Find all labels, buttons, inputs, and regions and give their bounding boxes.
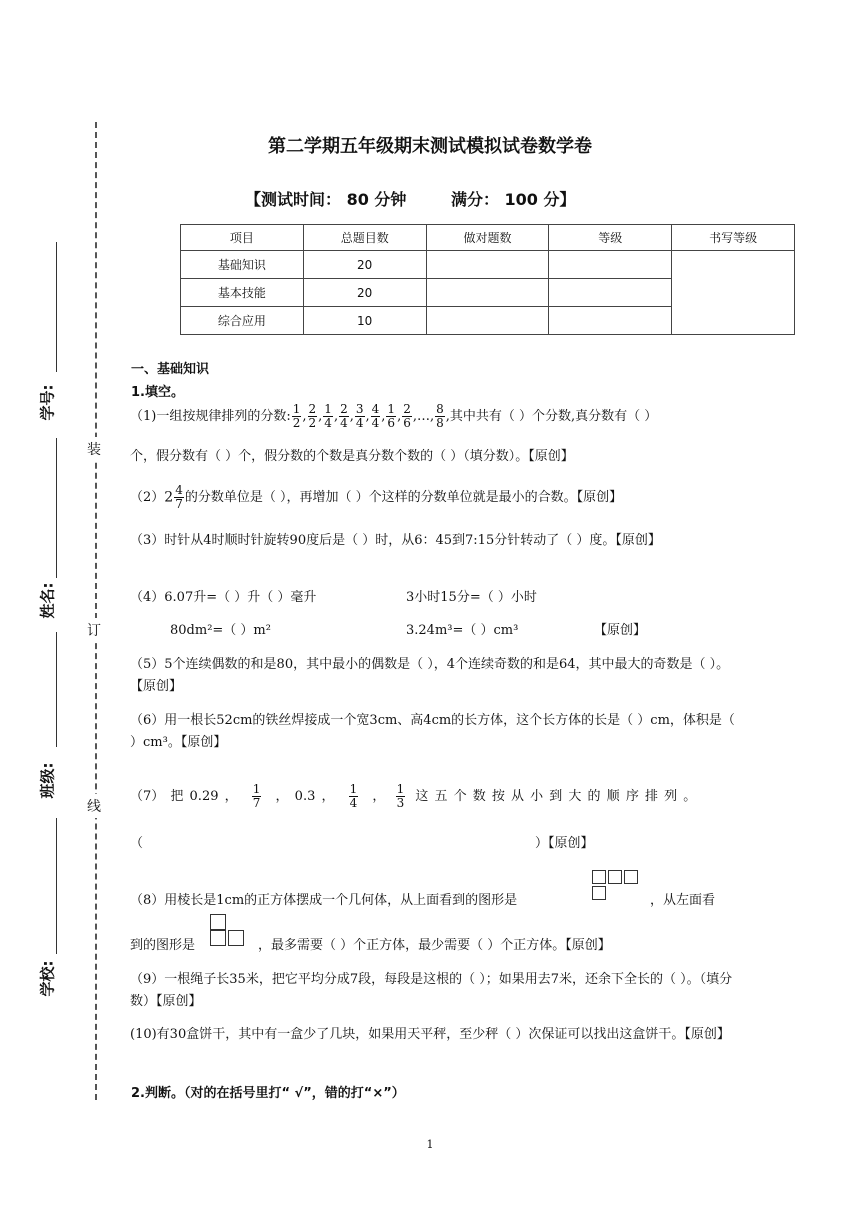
q7-text: ， 0.3 ， xyxy=(275,789,335,804)
page-title: 第二学期五年级期末测试模拟试卷数学卷 xyxy=(268,136,592,157)
question-10: (10)有30盒饼干，其中有一盒少了几块，如果用天平秤，至少秤（ ）次保证可以找出这盒饼干。【原创】 xyxy=(130,1027,730,1042)
fraction xyxy=(339,403,349,430)
fraction xyxy=(402,403,412,430)
question-5: （5）5个连续偶数的和是80，其中最小的偶数是（ ），4个连续奇数的和是64，其中最大的奇数是（ ）。【原创】 xyxy=(130,657,730,694)
cube-square xyxy=(228,930,244,946)
table-header-row xyxy=(181,225,795,251)
table-header: 等级 xyxy=(549,225,672,251)
denominator: 4 xyxy=(371,416,380,430)
numerator: 1 xyxy=(349,782,358,796)
binding-char: 订 xyxy=(87,618,101,642)
q2-text: 的分数单位是（ ），再增加（ ）个这样的分数单位就是最小的合数。【原创】 xyxy=(184,490,623,505)
numerator: 2 xyxy=(340,402,348,416)
question-8-text: 到的图形是 xyxy=(130,938,196,953)
empty-cell xyxy=(549,279,672,307)
question-7-close: ）【原创】 xyxy=(535,836,594,851)
question-group-heading: 1.填空。 xyxy=(131,385,184,400)
denominator: 4 xyxy=(324,416,332,430)
numerator: 3 xyxy=(355,402,364,416)
numerator: 1 xyxy=(292,402,301,416)
q7-text: ， xyxy=(372,789,386,804)
empty-cell xyxy=(549,307,672,335)
question-9: （9）一根绳子长35米，把它平均分成7段，每段是这根的（ ）；如果用去7米，还余下全长的（ ）。（填分数）【原创】 xyxy=(130,972,733,1009)
question-8-line-1: （8）用棱长是1cm的正方体摆成一个几何体，从上面看到的图形是 xyxy=(130,893,518,908)
row-name: 基本技能 xyxy=(181,279,304,307)
question-4-part-a: （4）6.07升=（ ）升（ ）毫升 xyxy=(130,590,317,605)
numerator: 4 xyxy=(371,402,380,416)
empty-cell xyxy=(672,251,795,335)
denominator: 8 xyxy=(436,416,444,430)
binding-char: 线 xyxy=(87,794,101,818)
numerator: 4 xyxy=(175,483,183,497)
table-header: 总题目数 xyxy=(303,225,426,251)
table-row xyxy=(181,251,795,279)
question-4-part-c: 80dm²=（ ）m² xyxy=(170,623,271,638)
question-2 xyxy=(130,484,735,511)
class-label: 班级: xyxy=(38,762,57,799)
school-label: 学校: xyxy=(38,960,57,997)
cube-square xyxy=(592,870,606,884)
row-count: 20 xyxy=(303,251,426,279)
numerator: 2 xyxy=(308,402,317,416)
fraction xyxy=(252,783,262,810)
question-7-line-1 xyxy=(130,783,735,810)
exam-info: 【测试时间： 80 分钟 满分： 100 分】 xyxy=(245,190,576,209)
denominator: 7 xyxy=(252,796,261,810)
whole-number: 2 xyxy=(164,489,174,506)
cube-square xyxy=(608,870,622,884)
cube-square xyxy=(624,870,638,884)
numerator: 1 xyxy=(387,402,396,416)
table-header: 做对题数 xyxy=(426,225,549,251)
page-number: 1 xyxy=(426,1138,434,1151)
empty-cell xyxy=(549,251,672,279)
fraction xyxy=(349,783,359,810)
question-group-heading: 2.判断。（对的在括号里打“ √”，错的打“×”） xyxy=(131,1086,405,1101)
binding-char: 装 xyxy=(87,437,101,461)
cube-square xyxy=(210,914,226,930)
cube-square xyxy=(592,886,606,900)
denominator: 2 xyxy=(308,416,317,430)
empty-cell xyxy=(426,279,549,307)
row-name: 基础知识 xyxy=(181,251,304,279)
fraction xyxy=(323,403,333,430)
ellipsis: ,…, xyxy=(412,409,435,424)
numerator: 1 xyxy=(252,782,261,796)
question-8-text: ，从左面看 xyxy=(650,893,716,908)
table-header: 书写等级 xyxy=(672,225,795,251)
question-7-open-paren: （ xyxy=(130,836,144,851)
numerator: 1 xyxy=(324,402,332,416)
table-header: 项目 xyxy=(181,225,304,251)
empty-cell xyxy=(426,251,549,279)
denominator: 2 xyxy=(292,416,301,430)
fraction xyxy=(371,403,381,430)
empty-cell xyxy=(426,307,549,335)
question-6: （6）用一根长52cm的铁丝焊接成一个宽3cm、高4cm的长方体，这个长方体的长是（ ）cm，体积是（ ）cm³。【原创】 xyxy=(130,713,735,750)
binding-dashed-line xyxy=(95,122,97,1100)
cube-square xyxy=(210,930,226,946)
question-1-line-2: 个，假分数有（ ）个，假分数的个数是真分数个数的（ ）（填分数）。【原创】 xyxy=(130,449,574,464)
fraction xyxy=(174,484,184,511)
q7-text: （7） 把 0.29 ， xyxy=(130,789,238,804)
numerator: 1 xyxy=(396,782,405,796)
fraction xyxy=(435,403,445,430)
score-table xyxy=(180,224,795,335)
denominator: 7 xyxy=(175,497,183,511)
question-4-tag: 【原创】 xyxy=(594,623,647,638)
fraction xyxy=(396,783,406,810)
class-line xyxy=(56,632,57,747)
denominator: 4 xyxy=(340,416,348,430)
question-4-part-d: 3.24m³=（ ）cm³ xyxy=(406,623,519,638)
denominator: 6 xyxy=(387,416,396,430)
q2-text: （2） xyxy=(130,490,165,505)
row-count: 20 xyxy=(303,279,426,307)
question-4-part-b: 3小时15分=（ ）小时 xyxy=(406,590,537,605)
row-name: 综合应用 xyxy=(181,307,304,335)
numerator: 2 xyxy=(403,402,411,416)
fraction xyxy=(308,403,318,430)
denominator: 4 xyxy=(355,416,364,430)
denominator: 6 xyxy=(403,416,411,430)
student-id-label: 学号: xyxy=(38,384,57,421)
student-id-line xyxy=(56,242,57,372)
numerator: 8 xyxy=(436,402,444,416)
name-line xyxy=(56,438,57,578)
denominator: 4 xyxy=(349,796,358,810)
section-heading: 一、基础知识 xyxy=(131,362,210,377)
row-count: 10 xyxy=(303,307,426,335)
question-1-line-1: （1)一组按规律排列的分数: $\frac{1}{2}$ , $\frac{2}{2}$ , $\frac{1}{4}$ , $\frac{2}{4}$ , $\frac{3}{4}$ , $\frac{4}{4}$ , $\frac{1}{6}$ , $\frac{2}{6}$ ,…, $\frac{8}{8}$ ,其中共有（ ）个分数,真分数有（ ） xyxy=(130,402,658,430)
q7-text: 这 五 个 数 按 从 小 到 大 的 顺 序 排 列 。 xyxy=(415,789,697,804)
denominator: 3 xyxy=(396,796,405,810)
name-label: 姓名: xyxy=(38,582,57,619)
fraction xyxy=(386,403,396,430)
question-8-text: ，最多需要（ ）个正方体，最少需要（ ）个正方体。【原创】 xyxy=(258,938,611,953)
question-3: （3）时针从4时顺时针旋转90度后是（ ）时，从6：45到7:15分针转动了（ ）度。【原创】 xyxy=(130,533,661,548)
q1-text: ,其中共有（ ）个分数,真分数有（ ） xyxy=(445,409,658,424)
fraction xyxy=(355,403,365,430)
fraction xyxy=(292,403,302,430)
q1-text: （1)一组按规律排列的分数: xyxy=(130,409,291,424)
school-line xyxy=(56,818,57,954)
